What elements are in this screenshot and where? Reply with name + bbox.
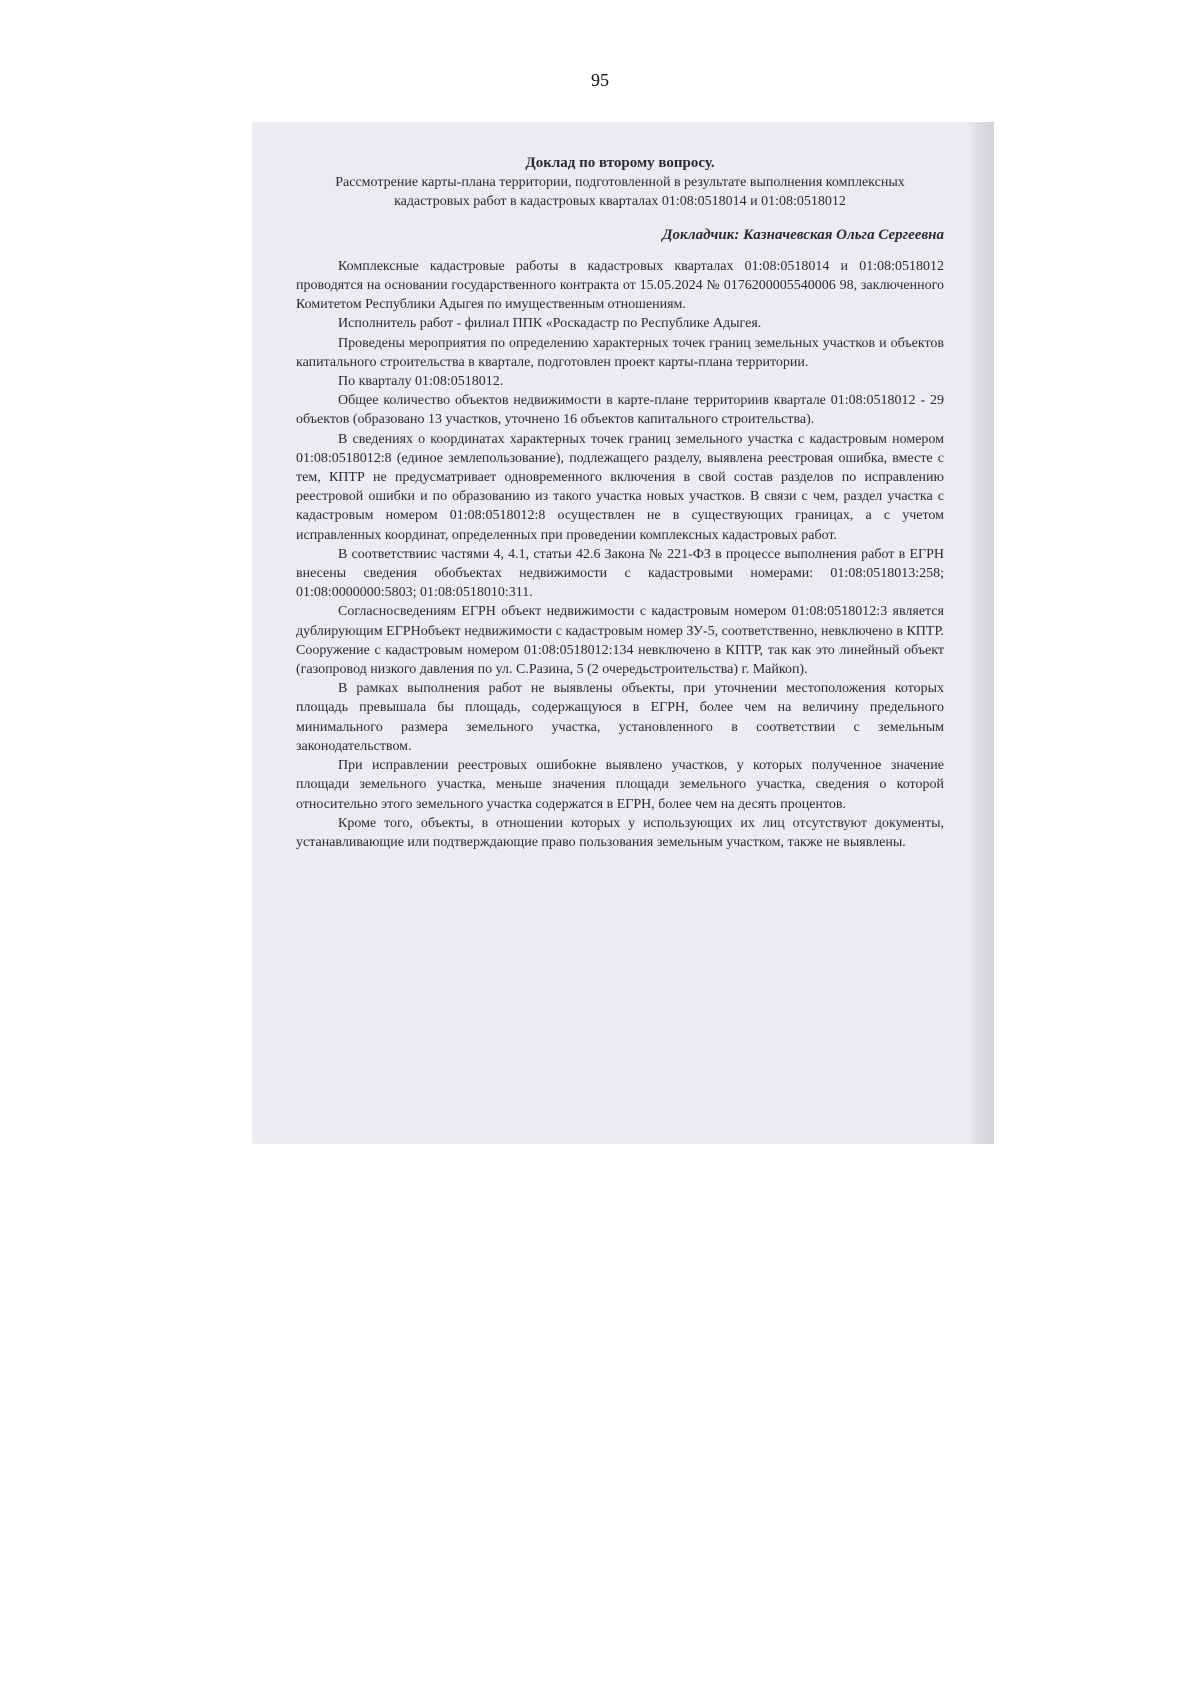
report-title: Доклад по второму вопросу. bbox=[525, 155, 715, 171]
paragraph: В сведениях о координатах характерных точек границ земельного участка с кадастровым номером 01:08:0518012:8 (единое землепользование), подлежащего разделу, выявлена реестровая ошибка, вместе с тем, КПТР не предусматривает одновременного включения в свой состав разделов по исправлению реестровой ошибки и по образованию из такого участка новых участков. В связи с чем, раздел участка с кадастровым номером 01:08:0518012:8 осуществлен не в существующих границах, а с учетом исправленных координат, определенных при проведении комплексных кадастровых работ. bbox=[296, 431, 944, 543]
report-subtitle: Рассмотрение карты-плана территории, подготовленной в результате выполнения комплексных кадастровых работ в кадастровых кварталах 01:08:0518014 и 01:08:0518012 bbox=[335, 175, 905, 210]
report-body bbox=[296, 154, 944, 852]
paragraph: Проведены мероприятия по определению характерных точек границ земельных участков и объектов капитального строительства в квартале, подготовлен проект карты-плана территории. bbox=[296, 335, 944, 370]
page-number: 95 bbox=[591, 70, 609, 90]
scan-edge-shadow bbox=[968, 122, 994, 1144]
paragraph: При исправлении реестровых ошибокне выявлено участков, у которых полученное значение площади земельного участка, меньше значения площади земельного участка, сведения о которой относительно этого земельного участка содержатся в ЕГРН, более чем на десять процентов. bbox=[296, 758, 944, 812]
paragraph: Исполнитель работ - филиал ППК «Роскадастр по Республике Адыгея. bbox=[338, 316, 762, 332]
paragraph: Общее количество объектов недвижимости в карте-плане территориив квартале 01:08:0518012 - 29 объектов (образовано 13 участков, уточнено 16 объектов капитального строительства). bbox=[296, 393, 944, 428]
reporter-line: Докладчик: Казначевская Ольга Сергеевна bbox=[662, 226, 944, 243]
paragraph: Кроме того, объекты, в отношении которых у использующих их лиц отсутствуют документы, устанавливающие или подтверждающие право пользования земельным участком, также не выявлены. bbox=[296, 815, 944, 850]
paragraph: В рамках выполнения работ не выявлены объекты, при уточнении местоположения которых площадь превышала бы площадь, содержащуюся в ЕГРН, более чем на величину предельного минимального размера земельного участка, установленного в соответствии с земельным законодательством. bbox=[296, 681, 944, 754]
paragraph: В соответствиис частями 4, 4.1, статьи 42.6 Закона № 221-ФЗ в процессе выполнения работ в ЕГРН внесены сведения обобъектах недвижимости с кадастровыми номерами: 01:08:0518013:258; 01:08:0000000:5803; 01:08:0518010:311. bbox=[296, 546, 944, 601]
scanned-page bbox=[252, 122, 994, 1144]
paragraph: Согласносведениям ЕГРН объект недвижимости с кадастровым номером 01:08:0518012:3 является дублирующим ЕГРНобъект недвижимости с кадастровым номер ЗУ-5, соответственно, невключено в КПТР. Сооружение с кадастровым номером 01:08:0518012:134 невключено в КПТР, так как это линейный объект (газопровод низкого давления по ул. С.Разина, 5 (2 очередьстроительства) г. Майкоп). bbox=[296, 604, 944, 678]
paragraph: По кварталу 01:08:0518012. bbox=[338, 374, 504, 390]
paragraph: Комплексные кадастровые работы в кадастровых кварталах 01:08:0518014 и 01:08:0518012 проводятся на основании государственного контракта от 15.05.2024 № 0176200005540006 98, заключенного Комитетом Республики Адыгея по имущественным отношениям. bbox=[296, 258, 944, 313]
